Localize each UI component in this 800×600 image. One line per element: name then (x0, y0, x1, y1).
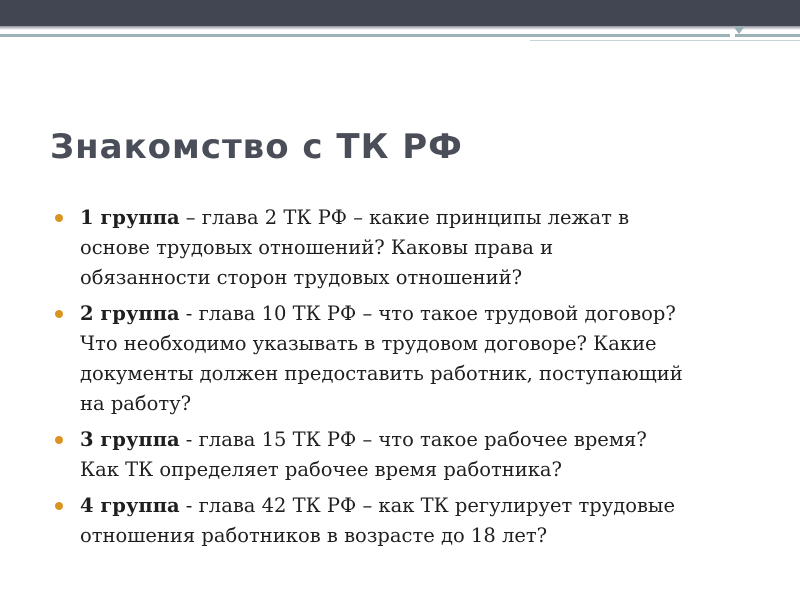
group-label: 1 группа (80, 206, 180, 229)
bullet-list (55, 203, 775, 557)
bullet-text: - глава 10 ТК РФ – что такое трудовой договор? Что необходимо указывать в трудовом договоре? Какие документы должен предоставить работник, поступающий на работу? (80, 302, 683, 415)
bullet-item-group-1 (55, 203, 775, 293)
slide-title: Знакомство с ТК РФ (50, 127, 463, 167)
header-bar (0, 0, 800, 26)
bullet-dot-icon (55, 214, 63, 222)
group-label: 2 группа (80, 302, 180, 325)
bullet-dot-icon (55, 310, 63, 318)
bullet-dot-icon (55, 436, 63, 444)
accent-line-thin (530, 40, 800, 41)
triangle-marker-icon (733, 26, 745, 34)
accent-line-right (735, 34, 800, 37)
bullet-text: - глава 42 ТК РФ – как ТК регулирует трудовые отношения работников в возрасте до 18 лет? (80, 494, 675, 547)
group-label: 4 группа (80, 494, 180, 517)
header-shadow (0, 26, 800, 30)
bullet-dot-icon (55, 502, 63, 510)
bullet-item-group-3 (55, 425, 775, 485)
bullet-item-group-2 (55, 299, 775, 419)
accent-line-left (0, 34, 730, 37)
group-label: 3 группа (80, 428, 180, 451)
bullet-item-group-4 (55, 491, 775, 551)
bullet-text: - глава 15 ТК РФ – что такое рабочее время? Как ТК определяет рабочее время работника? (80, 428, 647, 481)
bullet-text: – глава 2 ТК РФ – какие принципы лежат в основе трудовых отношений? Каковы права и обязанности сторон трудовых отношений? (80, 206, 630, 289)
